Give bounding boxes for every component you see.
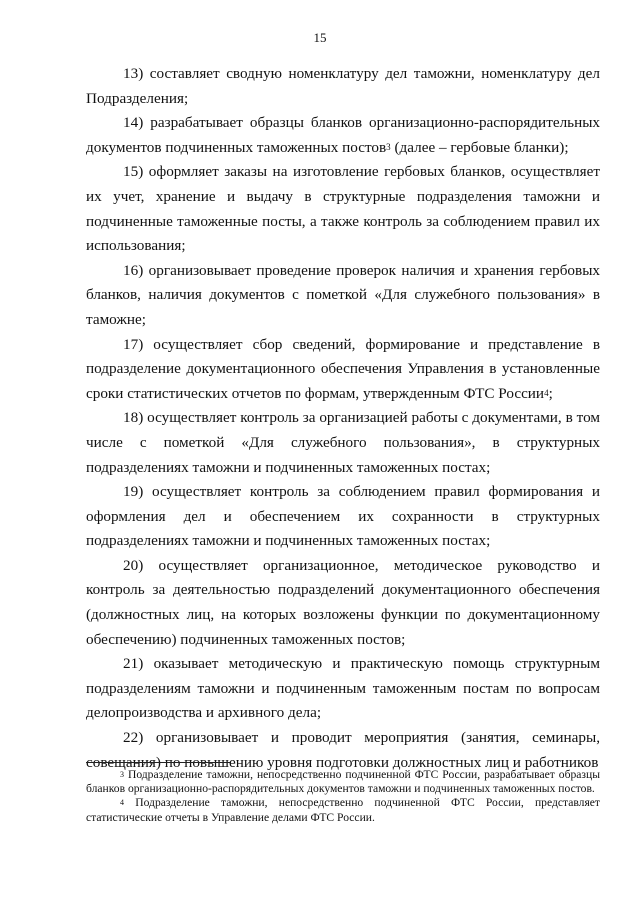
item-number: 13)	[123, 65, 144, 82]
item-text: организовывает и проводит мероприятия (занятия, семинары, совещания) по повышению уровня подготовки должностных лиц и работников	[86, 729, 600, 771]
list-item	[86, 554, 600, 652]
item-number: 14)	[123, 114, 144, 132]
footnote	[86, 796, 600, 824]
footnote-divider	[86, 762, 230, 763]
footnotes	[86, 768, 600, 825]
item-text: осуществляет контроль за организацией работы с документами, в том числе с пометкой «Для служебного пользования», в структурных подразделениях таможни и подчиненных таможенных постах;	[86, 409, 600, 476]
list-item	[86, 333, 600, 407]
footnote-text: Подразделение таможни, непосредственно подчиненной ФТС России, представляет статистические отчеты в Управление делами ФТС России.	[86, 796, 600, 824]
item-number: 18)	[123, 409, 144, 427]
item-text: оформляет заказы на изготовление гербовых бланков, осуществляет их учет, хранение и выдачу в структурные подразделения таможни и подчиненные таможенные посты, а также контроль за соблюдением правил их использования;	[86, 163, 600, 255]
list-item	[86, 259, 600, 333]
list-item	[86, 480, 600, 554]
item-number: 15)	[123, 163, 144, 181]
item-text-tail: (далее – гербовые бланки);	[390, 138, 569, 156]
item-number: 17)	[123, 335, 144, 353]
page-number: 15	[313, 30, 327, 45]
footnote-mark: 3	[120, 770, 124, 779]
footnote-ref[interactable]: 3	[386, 141, 391, 152]
item-text: оказывает методическую и практическую помощь структурным подразделениям таможни и подчиненным таможенным постам по вопросам делопроизводства и архивного дела;	[86, 655, 600, 722]
footnote-ref[interactable]: 4	[544, 387, 549, 398]
item-number: 19)	[123, 483, 144, 501]
item-number: 20)	[123, 556, 144, 574]
list-item	[86, 652, 600, 726]
item-text: осуществляет организационное, методическое руководство и контроль за деятельностью подразделений документационного обеспечения (должностных лиц, на которых возложены функции по документационному обеспечению) подчиненных таможенных постов;	[86, 556, 600, 648]
item-text: организовывает проведение проверок наличия и хранения гербовых бланков, наличия документов с пометкой «Для служебного пользования» в таможне;	[86, 261, 600, 328]
item-number: 16)	[123, 261, 144, 279]
list-item	[86, 62, 600, 111]
footnote-mark: 4	[120, 798, 124, 808]
item-text-tail: ;	[548, 384, 553, 402]
item-text: составляет сводную номенклатуру дел таможни, номенклатуру дел Подразделения;	[86, 65, 600, 107]
item-number: 21)	[123, 655, 144, 673]
body-text	[86, 62, 600, 775]
list-item	[86, 406, 600, 480]
item-text: разрабатывает образцы бланков организационно-распорядительных документов подчиненных таможенных постов	[86, 114, 600, 156]
item-text: осуществляет сбор сведений, формирование и представление в подразделение документационного обеспечения Управления в установленные сроки статистических отчетов по формам, утвержденным ФТС России	[86, 335, 600, 402]
list-item	[86, 111, 600, 160]
item-text: осуществляет контроль за соблюдением правил формирования и оформления дел и обеспечением их сохранности в структурных подразделениях таможни и подчиненных таможенных постах;	[86, 483, 600, 550]
footnote	[86, 768, 600, 796]
item-number: 22)	[123, 729, 144, 747]
list-item	[86, 160, 600, 258]
footnote-text: Подразделение таможни, непосредственно подчиненной ФТС России, разрабатывает образцы бланков организационно-распорядительных документов таможни и подчиненных таможенных постов.	[86, 768, 600, 796]
